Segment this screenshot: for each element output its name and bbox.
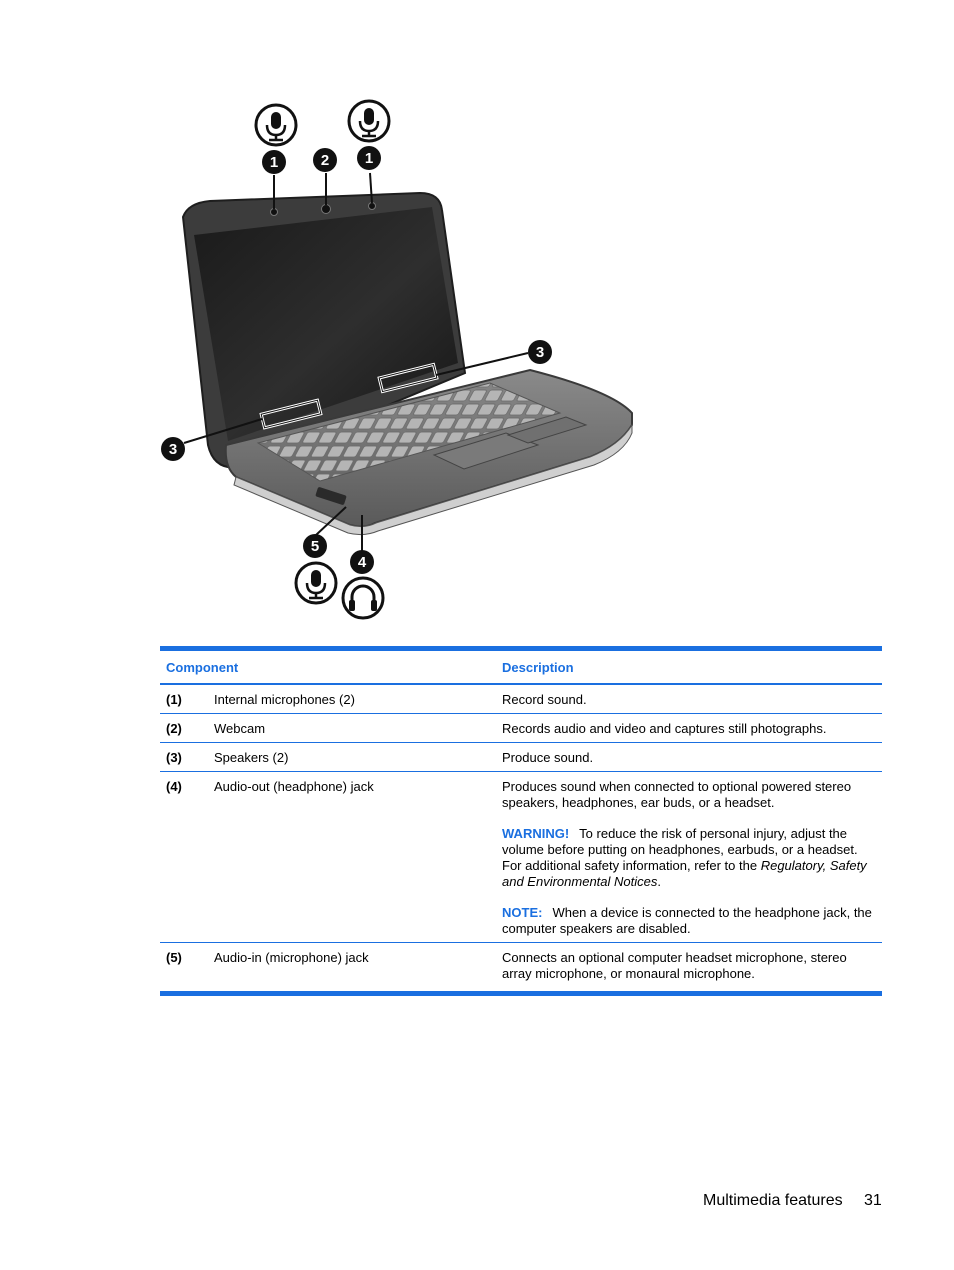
laptop-illustration	[150, 95, 650, 625]
row-component: Audio-in (microphone) jack	[214, 950, 369, 965]
table-row	[160, 943, 882, 994]
header-description: Description	[496, 649, 882, 685]
row-component: Audio-out (headphone) jack	[208, 772, 496, 943]
row-description	[496, 772, 882, 943]
callout-1-right	[357, 146, 381, 170]
note-text: When a device is connected to the headphone jack, the computer speakers are disabled.	[502, 905, 872, 936]
svg-text:5: 5	[310, 538, 320, 555]
component-table	[160, 646, 882, 996]
warning-label: WARNING!	[502, 826, 570, 841]
microphone-icon	[349, 101, 389, 141]
footer-section-title: Multimedia features	[703, 1192, 843, 1209]
callout-2	[313, 148, 337, 172]
microphone-icon	[256, 105, 296, 145]
row-description: Records audio and video and captures still photographs.	[496, 714, 882, 743]
table-header-row	[160, 649, 882, 685]
table-row	[160, 772, 882, 943]
row-description: Connects an optional computer headset microphone, stereo array microphone, or monaural microphone.	[502, 950, 847, 981]
table-row	[160, 743, 882, 772]
page-number: 31	[864, 1192, 882, 1209]
callout-4	[350, 550, 374, 574]
svg-text:2: 2	[320, 152, 330, 169]
header-component: Component	[160, 649, 496, 685]
table-row	[160, 714, 882, 743]
row-component: Internal microphones (2)	[208, 684, 496, 714]
warning-text: To reduce the risk of personal injury, adjust the volume before putting on headphones, earbuds, or a headset. For additional safety information, refer to the	[502, 826, 858, 873]
svg-text:3: 3	[535, 344, 545, 361]
microphone-icon	[296, 563, 336, 603]
svg-text:3: 3	[168, 441, 178, 458]
row-component: Speakers (2)	[208, 743, 496, 772]
row-number: (1)	[160, 684, 208, 714]
row-number: (3)	[160, 743, 208, 772]
warning-end: .	[657, 874, 661, 889]
callout-1-left	[262, 150, 286, 174]
table-row	[160, 684, 882, 714]
callout-3-right	[528, 340, 552, 364]
row-description: Produce sound.	[496, 743, 882, 772]
row-number: (4)	[160, 772, 208, 943]
headphone-icon	[343, 578, 383, 618]
svg-text:1: 1	[269, 154, 279, 171]
row-number: (5)	[166, 950, 182, 965]
callout-5	[303, 534, 327, 558]
row-description: Record sound.	[496, 684, 882, 714]
warning-reference: Regulatory, Safety and Environmental Notices	[502, 858, 867, 889]
note-label: NOTE:	[502, 905, 543, 920]
callout-3-left	[161, 437, 185, 461]
row-component: Webcam	[208, 714, 496, 743]
svg-text:1: 1	[364, 150, 374, 167]
row-number: (2)	[160, 714, 208, 743]
warning-block	[502, 826, 876, 890]
description-text: Produces sound when connected to optional powered stereo speakers, headphones, ear buds, or a headset.	[502, 779, 852, 810]
note-block	[502, 905, 876, 937]
svg-text:4: 4	[357, 554, 367, 571]
